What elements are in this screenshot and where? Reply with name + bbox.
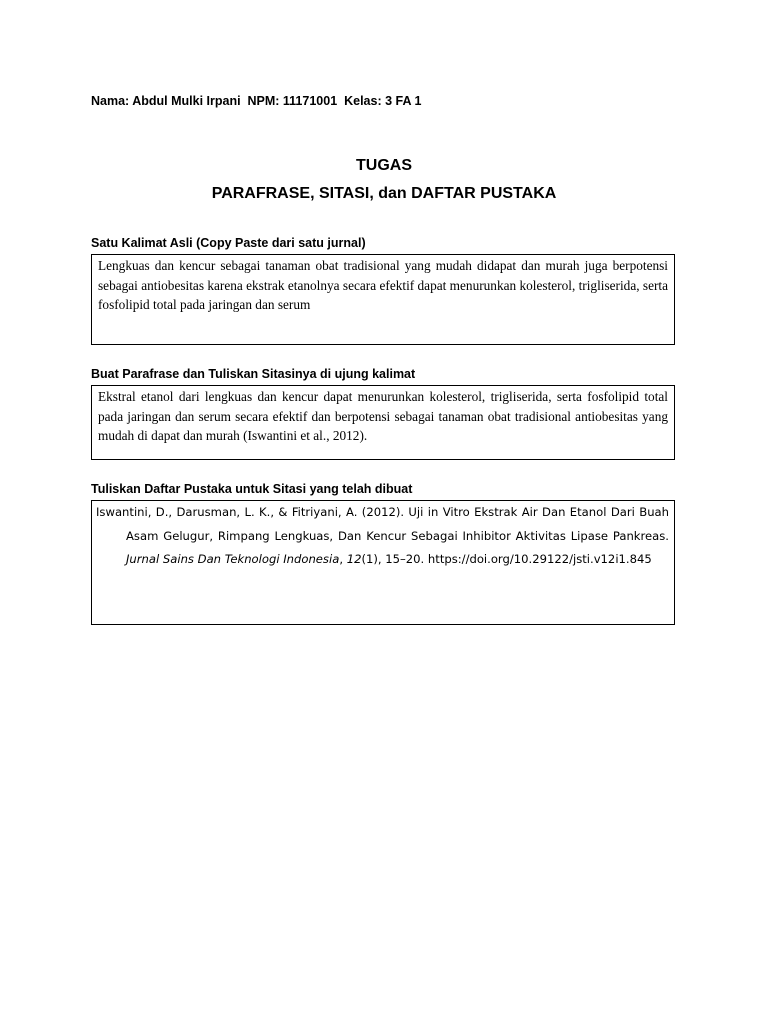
original-sentence-box (91, 254, 675, 345)
paraphrase-label: Buat Parafrase dan Tuliskan Sitasinya di ujung kalimat (91, 367, 416, 381)
paraphrase-box (91, 385, 675, 460)
reference-separator: , (339, 552, 347, 566)
reference-box (91, 500, 675, 625)
original-sentence-label: Satu Kalimat Asli (Copy Paste dari satu jurnal) (91, 236, 366, 250)
reference-issue-pages: (1), 15–20. (361, 552, 428, 566)
student-identity-line: Nama: Abdul Mulki Irpani NPM: 11171001 Kelas: 3 FA 1 (91, 94, 422, 108)
original-sentence-text: Lengkuas dan kencur sebagai tanaman obat tradisional yang mudah didapat dan murah juga berpotensi sebagai antiobesitas karena ekstrak etanolnya secara efektif dapat menurunkan kolesterol, trigliserida, serta fosfolipid total pada jaringan dan serum (98, 258, 668, 312)
reference-authors-title: Iswantini, D., Darusman, L. K., & Fitriyani, A. (2012). Uji in Vitro Ekstrak Air Dan Etanol Dari Buah Asam Gelugur, Rimpang Lengkuas, Dan Kencur Sebagai Inhibitor Aktivitas Lipase Pankreas. (96, 505, 669, 543)
reference-volume: 12 (346, 552, 362, 566)
page-subtitle: PARAFRASE, SITASI, dan DAFTAR PUSTAKA (211, 185, 557, 202)
reference-label: Tuliskan Daftar Pustaka untuk Sitasi yang telah dibuat (91, 482, 413, 496)
page-title: TUGAS (356, 157, 412, 174)
reference-entry (92, 501, 674, 572)
paraphrase-text: Ekstral etanol dari lengkuas dan kencur dapat menurunkan kolesterol, trigliserida, serta fosfolipid total pada jaringan dan serum secara efektif dan berpotensi sebagai tanaman obat tradisional antiobesitas yang mudah di dapat dan murah (Iswantini et al., 2012). (98, 389, 668, 443)
reference-journal: Jurnal Sains Dan Teknologi Indonesia (126, 552, 340, 566)
reference-doi-link[interactable]: https://doi.org/10.29122/jsti.v12i1.845 (427, 552, 652, 566)
